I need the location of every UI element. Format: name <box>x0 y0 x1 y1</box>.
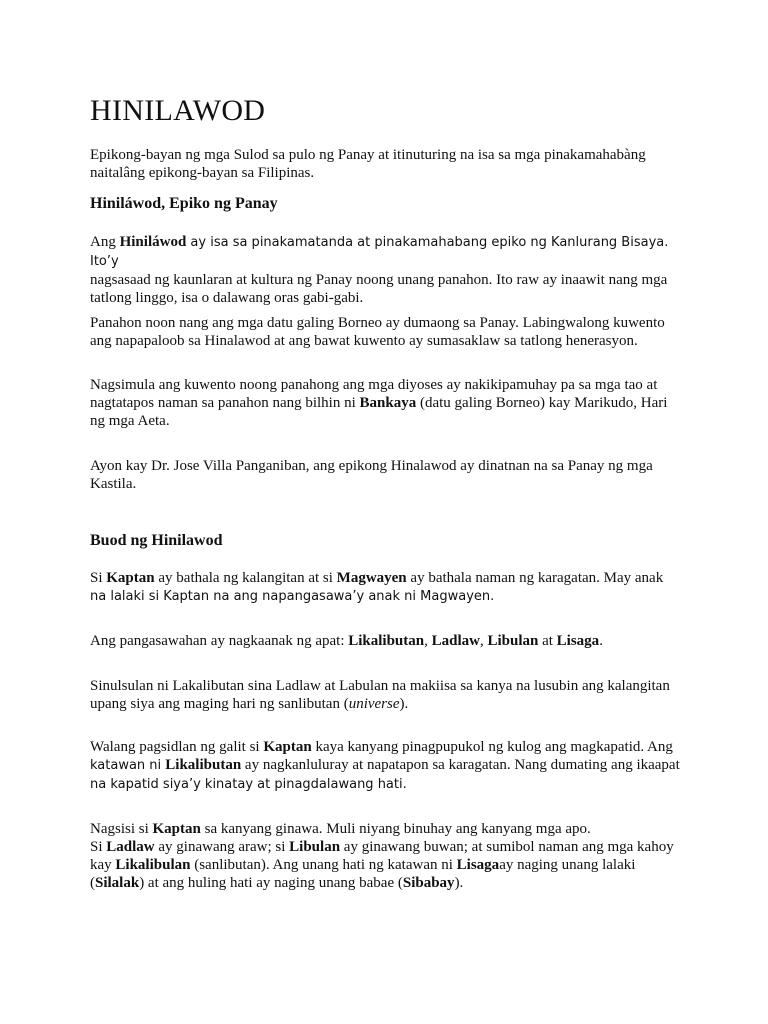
text-run: Walang pagsidlan ng galit si <box>90 739 264 755</box>
italic-term-universe: universe <box>348 696 400 712</box>
intro-line-2: naitalâng epikong-bayan sa Filipinas. <box>90 165 315 181</box>
bold-term-libulan: Libulan <box>487 633 539 649</box>
text-run: ay ginawang buwan; at sumibol naman ang mga kahoy <box>340 839 674 855</box>
text-run: kay <box>90 857 116 873</box>
paragraph-galit <box>90 738 690 794</box>
bold-term-ladlaw: Ladlaw <box>431 633 480 649</box>
paragraph-hinilawod-intro <box>90 233 690 307</box>
paragraph-panganiban <box>90 457 690 493</box>
bold-term-ladlaw: Ladlaw <box>106 839 155 855</box>
text-run: ). <box>454 875 464 891</box>
text-run: ay ginawang araw; si <box>154 839 290 855</box>
text-line: nagsasaad ng kaunlaran at kultura ng Panay noong unang panahon. Ito raw ay inaawit nang mga <box>90 272 668 288</box>
text-run: katawan ni <box>90 758 166 773</box>
bold-term-magwayen: Magwayen <box>336 570 407 586</box>
paragraph-apat-na-anak <box>90 632 690 650</box>
text-run: . <box>599 633 603 649</box>
bold-term-lisaga: Lisaga <box>556 633 600 649</box>
text-run: (datu galing Borneo) kay Marikudo, Hari <box>416 395 668 411</box>
bold-term-lisaga: Lisaga <box>456 857 500 873</box>
text-run: (sanlibutan). Ang unang hati ng katawan ni <box>190 857 457 873</box>
bold-term-likalibutan: Likalibutan <box>165 757 242 773</box>
text-run: sa kanyang ginawa. Muli niyang binuhay ang kanyang mga apo. <box>200 821 591 837</box>
text-line: Ayon kay Dr. Jose Villa Panganiban, ang epikong Hinalawod ay dinatnan na sa Panay ng mga <box>90 458 653 474</box>
bold-term-sibabay: Sibabay <box>402 875 455 891</box>
bold-term-bankaya: Bankaya <box>359 395 417 411</box>
intro-line-1: Epikong-bayan ng mga Sulod sa pulo ng Panay at itinuturing na isa sa mga pinakamahabàng <box>90 147 646 163</box>
intro-paragraph <box>90 146 690 182</box>
text-line: tatlong linggo, isa o dalawang oras gabi-gabi. <box>90 290 364 306</box>
text-line: Panahon noon nang ang mga datu galing Borneo ay dumaong sa Panay. Labingwalong kuwento <box>90 315 665 331</box>
bold-term-kaptan: Kaptan <box>106 570 155 586</box>
paragraph-kaptan-magwayen <box>90 569 690 606</box>
bold-term-likalibutan: Likalibutan <box>348 633 425 649</box>
text-line: na kapatid siya’y kinatay at pinagdalawang hati. <box>90 777 407 792</box>
text-run: Ang <box>90 234 120 250</box>
text-line: na lalaki si Kaptan na ang napangasawa’y anak ni Magwayen. <box>90 589 495 604</box>
text-run: kaya kanyang pinagpupukol ng kulog ang magkapatid. Ang <box>311 739 673 755</box>
text-run: ay bathala ng kalangitan at si <box>154 570 337 586</box>
text-run: nagtatapos naman sa panahon nang bilhin ni <box>90 395 360 411</box>
text-line: Kastila. <box>90 476 137 492</box>
document-title: HINILAWOD <box>90 94 266 127</box>
text-run: ( <box>90 875 95 891</box>
text-run: Ang pangasawahan ay nagkaanak ng apat: <box>90 633 349 649</box>
bold-term-libulan: Libulan <box>289 839 341 855</box>
text-run: upang siya ang maging hari ng sanlibutan ( <box>90 696 349 712</box>
text-run: at <box>538 633 557 649</box>
text-run: ). <box>399 696 409 712</box>
paragraph-kuwento <box>90 376 690 430</box>
bold-term-hinilawod: Hiniláwod <box>119 234 187 250</box>
text-run: , <box>479 633 488 649</box>
bold-term-kaptan: Kaptan <box>263 739 312 755</box>
bold-term-likalibulan: Likalibulan <box>115 857 191 873</box>
text-run: ay naging unang lalaki <box>499 857 636 873</box>
text-run: Si <box>90 570 107 586</box>
text-run: Si <box>90 839 107 855</box>
bold-term-kaptan: Kaptan <box>152 821 201 837</box>
text-run: ay nagkanluluray at napatapon sa karagatan. Nang dumating ang ikaapat <box>241 757 680 773</box>
text-line: ang napapaloob sa Hinalawod at ang bawat kuwento ay sumasaklaw sa tatlong henerasyon. <box>90 333 638 349</box>
bold-term-silalak: Silalak <box>95 875 140 891</box>
text-run: Nagsisi si <box>90 821 153 837</box>
text-line: Nagsimula ang kuwento noong panahong ang mga diyoses ay nakikipamuhay pa sa mga tao at <box>90 377 658 393</box>
text-line: Sinulsulan ni Lakalibutan sina Ladlaw at Labulan na makiisa sa kanya na lusubin ang kalangitan <box>90 678 670 694</box>
paragraph-nagsisi <box>90 820 690 892</box>
text-line: ng mga Aeta. <box>90 413 170 429</box>
section-heading-buod: Buod ng Hinilawod <box>90 532 223 549</box>
text-run: ay isa sa pinakamatanda at pinakamahabang epiko ng Kanlurang Bisaya. Ito’y <box>90 235 669 269</box>
section-heading-epiko: Hiniláwod, Epiko ng Panay <box>90 195 278 212</box>
text-run: ) at ang huling hati ay naging unang babae ( <box>139 875 403 891</box>
paragraph-sinulsulan <box>90 677 690 713</box>
text-run: , <box>424 633 432 649</box>
text-run: ay bathala naman ng karagatan. May anak <box>406 570 664 586</box>
paragraph-borneo <box>90 314 690 350</box>
